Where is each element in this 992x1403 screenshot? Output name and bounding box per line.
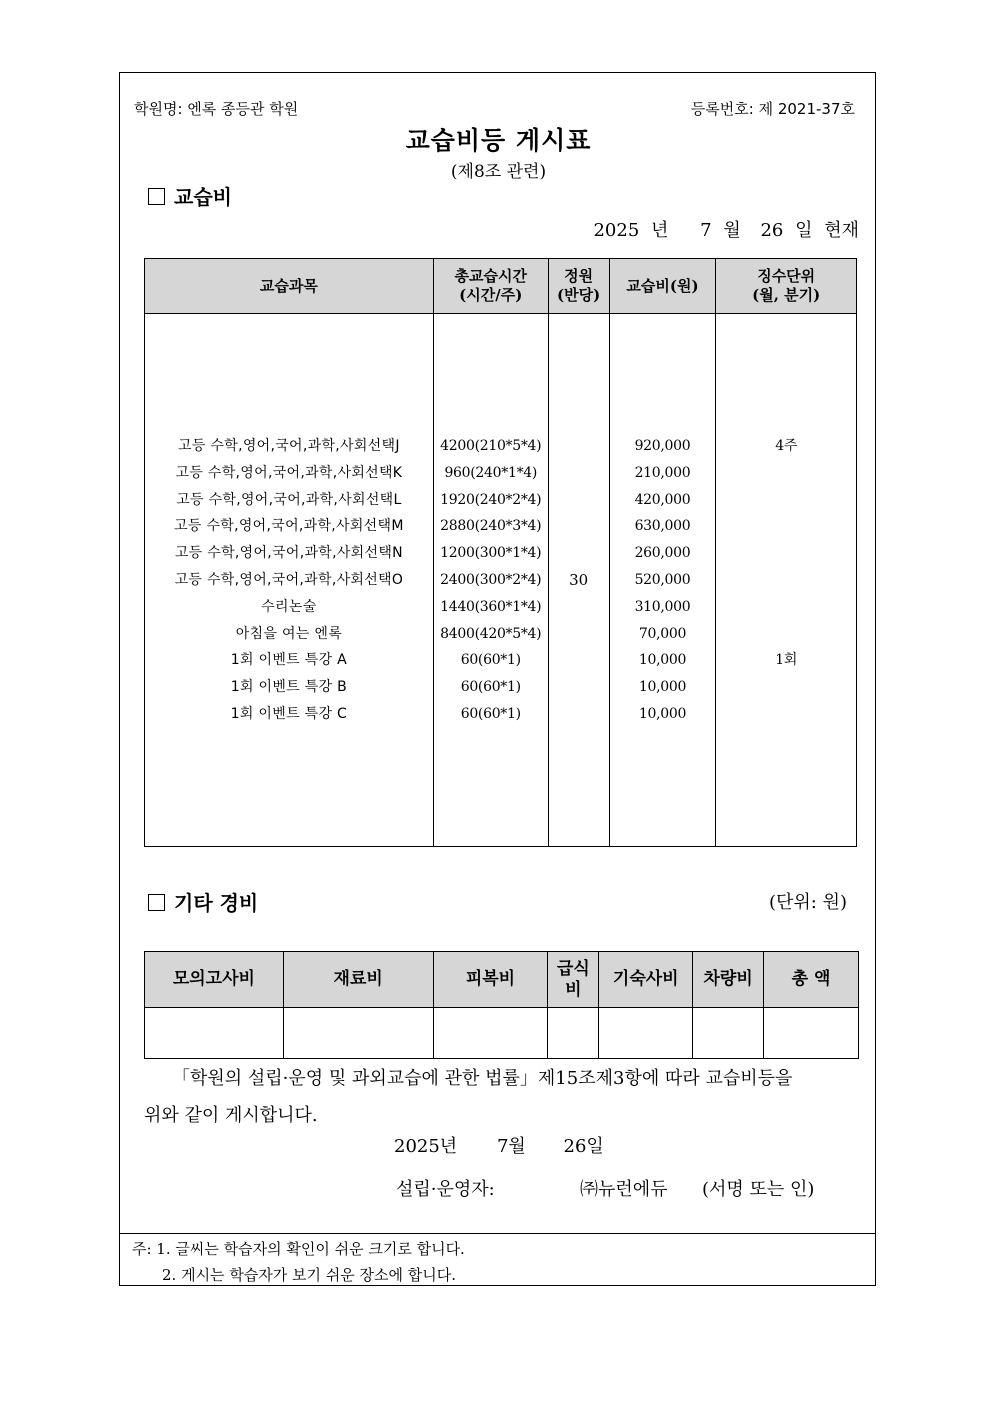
operator-label: 설립·운영자: <box>396 1179 495 1200</box>
subject-cell: 고등 수학,영어,국어,과학,사회선택K <box>175 464 403 481</box>
unit-cell <box>716 513 856 540</box>
checkbox-icon <box>148 188 165 205</box>
header-mock-exam: 모의고사비 <box>145 952 284 1008</box>
hours-cell: 60(60*1) <box>460 652 521 669</box>
capacity-value: 30 <box>569 571 589 589</box>
unit-cell <box>716 594 856 621</box>
subject-cell: 고등 수학,영어,국어,과학,사회선택J <box>178 438 400 454</box>
hours-cell: 1440(360*1*4) <box>440 598 542 615</box>
subject-cell: 1회 이벤트 특강 A <box>230 652 348 669</box>
cell-mock-exam <box>145 1008 284 1059</box>
other-expenses-table <box>144 951 859 1059</box>
cell-vehicle <box>693 1008 764 1059</box>
unit-cell <box>716 540 856 567</box>
cell-meal <box>548 1008 599 1059</box>
hours-cell: 1920(240*2*4) <box>440 491 542 508</box>
hours-cell: 2400(300*2*4) <box>440 571 542 588</box>
unit-cell <box>716 487 856 514</box>
fee-cell: 520,000 <box>634 571 691 588</box>
footnote-1: 주: 1. 글씨는 학습자의 확인이 쉬운 크기로 합니다. <box>132 1240 465 1258</box>
header-capacity: 정원 (반당) <box>548 259 609 314</box>
unit-cell <box>716 567 856 594</box>
fee-cell: 420,000 <box>634 491 691 508</box>
academy-name: 학원명: 엔록 종등관 학원 <box>134 100 299 118</box>
unit-cell: 1회 <box>775 652 798 669</box>
unit-note: (단위: 원) <box>769 892 847 913</box>
footnote-2: 2. 게시는 학습자가 보기 쉬운 장소에 합니다. <box>162 1266 457 1284</box>
subject-cell: 고등 수학,영어,국어,과학,사회선택N <box>174 545 403 562</box>
page-subtitle: (제8조 관련) <box>450 162 547 182</box>
cell-materials <box>283 1008 433 1059</box>
fee-cell: 70,000 <box>638 625 687 642</box>
as-of-date: 2025 년 7 월 26 일 현재 <box>593 220 859 241</box>
notice-line-1: 「학원의 설립·운영 및 과외교습에 관한 법률」제15조제3항에 따라 교습비등을 <box>172 1068 793 1089</box>
hours-column <box>433 314 548 847</box>
header-uniform: 피복비 <box>433 952 548 1008</box>
fee-cell: 630,000 <box>634 518 691 535</box>
tuition-table <box>144 258 857 847</box>
subject-cell: 고등 수학,영어,국어,과학,사회선택M <box>174 518 404 535</box>
hours-cell: 2880(240*3*4) <box>440 518 542 535</box>
header-hours: 총교습시간 (시간/주) <box>433 259 548 314</box>
tuition-section-title: 교습비 <box>148 181 232 210</box>
hours-cell: 1200(300*1*4) <box>440 545 542 562</box>
header-subject: 교습과목 <box>145 259 434 314</box>
notice-date: 2025년 7월 26일 <box>394 1136 604 1157</box>
footnote-divider <box>120 1233 875 1234</box>
fee-cell: 310,000 <box>634 598 691 615</box>
page-title: 교습비등 게시표 <box>405 126 592 155</box>
cell-dorm <box>599 1008 693 1059</box>
fee-column <box>609 314 716 847</box>
unit-cell <box>716 460 856 487</box>
subject-cell: 고등 수학,영어,국어,과학,사회선택L <box>176 491 402 508</box>
capacity-column <box>548 314 609 847</box>
hours-cell: 4200(210*5*4) <box>440 438 542 454</box>
hours-cell: 960(240*1*4) <box>444 464 538 481</box>
fee-cell: 10,000 <box>638 705 687 722</box>
subject-column <box>145 314 434 847</box>
hours-cell: 60(60*1) <box>460 705 521 722</box>
subject-cell: 수리논술 <box>261 598 317 615</box>
subject-cell: 1회 이벤트 특강 B <box>230 679 348 696</box>
cell-total <box>764 1008 859 1059</box>
header-unit: 징수단위 (월, 분기) <box>716 259 857 314</box>
subject-cell: 아침을 여는 엔록 <box>235 625 343 642</box>
header-fee: 교습비(원) <box>609 259 716 314</box>
header-materials: 재료비 <box>283 952 433 1008</box>
fee-cell: 10,000 <box>638 679 687 696</box>
subject-cell: 1회 이벤트 특강 C <box>230 705 348 722</box>
signature-note: (서명 또는 인) <box>702 1179 815 1200</box>
fee-cell: 920,000 <box>634 438 691 454</box>
subject-cell: 고등 수학,영어,국어,과학,사회선택O <box>174 571 404 588</box>
notice-line-2: 위와 같이 게시합니다. <box>144 1105 318 1126</box>
unit-cell: 4주 <box>775 438 798 454</box>
header-vehicle: 차량비 <box>693 952 764 1008</box>
hours-cell: 60(60*1) <box>460 679 521 696</box>
unit-cell <box>716 701 856 728</box>
header-total: 총 액 <box>764 952 859 1008</box>
unit-column <box>716 314 857 847</box>
header-dorm: 기숙사비 <box>599 952 693 1008</box>
notice-sheet <box>119 72 876 1286</box>
header-meal: 급식 비 <box>548 952 599 1008</box>
hours-cell: 8400(420*5*4) <box>440 625 542 642</box>
unit-cell <box>716 674 856 701</box>
checkbox-icon <box>148 894 165 911</box>
cell-uniform <box>433 1008 548 1059</box>
fee-cell: 10,000 <box>638 652 687 669</box>
registration-number: 등록번호: 제 2021-37호 <box>690 100 855 118</box>
fee-cell: 260,000 <box>634 545 691 562</box>
other-expenses-title: 기타 경비 <box>148 887 258 916</box>
operator-name: ㈜뉴런에듀 <box>580 1179 668 1200</box>
unit-cell <box>716 621 856 648</box>
fee-cell: 210,000 <box>634 464 691 481</box>
